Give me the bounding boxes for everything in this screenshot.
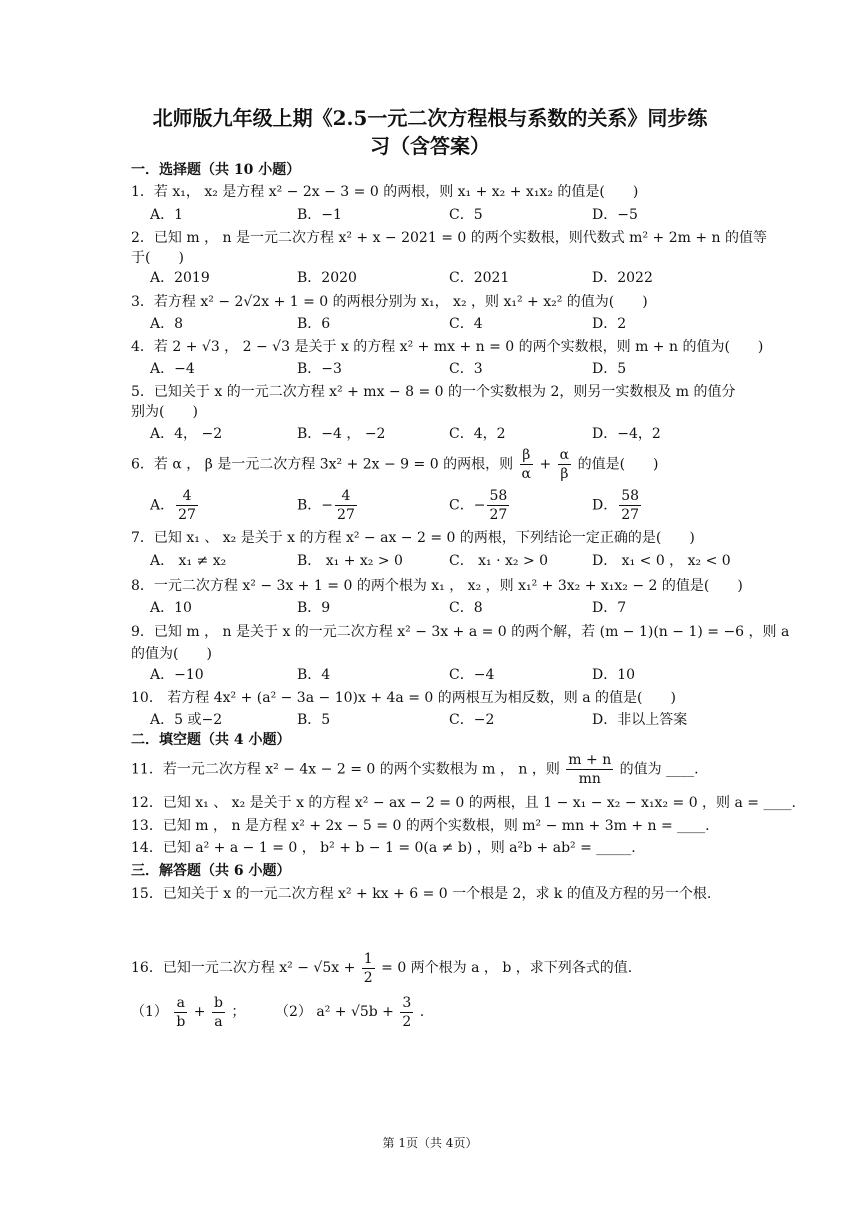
q6-a-den: 27	[178, 507, 196, 523]
q16-p2-label: （2） a² + √5b +	[275, 1004, 394, 1020]
question-13: 13．已知 m ， n 是方程 x² + 2x − 5 = 0 的两个实数根，则 m² − mn + 3m + n = ____.	[131, 818, 710, 834]
question-1: 1．若 x₁， x₂ 是方程 x² − 2x − 3 = 0 的两根，则 x₁ + x₂ + x₁x₂ 的值是( )	[131, 184, 639, 200]
q6-b-den: 27	[337, 507, 355, 523]
q16-p1-num1: a	[174, 994, 187, 1013]
q1-option-a: A．1	[150, 207, 184, 223]
q10-option-c: C．−2	[449, 712, 495, 728]
question-5: 5．已知关于 x 的一元二次方程 x² + mx − 8 = 0 的一个实数根为 2，则另一实数根及 m 的值分	[131, 384, 736, 400]
q6-d-fraction	[619, 487, 641, 524]
q16-p1-plus: +	[193, 1004, 206, 1020]
q6-text-post: 的值是( )	[577, 456, 659, 473]
q16-part-2	[275, 993, 424, 1031]
q16-text-pre: 16．已知一元二次方程 x² − √5x +	[131, 960, 356, 976]
q11-text-post: 的值为 ____.	[619, 761, 699, 778]
q8-option-a: A．10	[150, 600, 192, 616]
q8-option-b: B．9	[297, 600, 331, 616]
question-9-cont: 的值为( )	[131, 646, 212, 662]
question-2: 2．已知 m ， n 是一元二次方程 x² + x − 2021 = 0 的两个实数根，则代数式 m² + 2m + n 的值等	[131, 230, 767, 246]
q16-den: 2	[363, 969, 373, 986]
q11-den: mn	[578, 771, 601, 787]
q3-option-a: A．8	[150, 316, 184, 332]
q2-option-d: D．2022	[592, 270, 653, 286]
q6-f2-num: α	[559, 447, 570, 463]
q16-p2-fraction	[400, 994, 413, 1031]
q4-option-c: C．3	[449, 361, 483, 377]
page-title	[120, 104, 740, 160]
q7-option-a: A． x₁ ≠ x₂	[150, 553, 227, 569]
question-11	[131, 751, 699, 788]
q6-f2-den: β	[560, 466, 569, 482]
q6-text-pre: 6．若 α ， β 是一元二次方程 3x² + 2x − 9 = 0 的两根，则	[131, 456, 514, 473]
q6-f1-num: β	[520, 446, 533, 465]
q1-option-c: C．5	[449, 207, 483, 223]
q6-option-c	[449, 487, 511, 524]
question-14: 14．已知 a² + a − 1 = 0 ， b² + b − 1 = 0(a ≠ b) ，则 a²b + ab² = _____.	[131, 840, 636, 856]
q10-option-a: A．5 或−2	[150, 712, 223, 728]
q2-option-b: B．2020	[297, 270, 357, 286]
q3-option-d: D．2	[592, 316, 627, 332]
q16-p1-den1: b	[176, 1013, 186, 1030]
question-12: 12．已知 x₁ 、 x₂ 是关于 x 的方程 x² − ax − 2 = 0 的两根，且 1 − x₁ − x₂ − x₁x₂ = 0 ，则 a = ____.	[131, 795, 796, 811]
q16-num: 1	[363, 950, 373, 967]
q6-b-num: 4	[335, 487, 357, 506]
q7-option-d: D． x₁ < 0 ， x₂ < 0	[592, 553, 731, 569]
q5-option-d: D．−4，2	[592, 426, 661, 442]
q10-option-b: B．5	[297, 712, 331, 728]
q2-option-a: A．2019	[150, 270, 210, 286]
q16-p1-fraction-b-a	[212, 994, 225, 1031]
q10-option-d: D．非以上答案	[592, 712, 688, 728]
question-6	[131, 446, 659, 483]
question-10: 10． 若方程 4x² + (a² − 3a − 10)x + 4a = 0 的两根互为相反数，则 a 的值是( )	[131, 690, 676, 706]
title-line-1: 北师版九年级上期《2.5一元二次方程根与系数的关系》同步练	[152, 106, 708, 130]
q16-p1-den2: a	[214, 1013, 223, 1030]
q9-option-d: D．10	[592, 667, 636, 683]
title-line-2: 习（含答案）	[370, 134, 490, 158]
q1-option-b: B．−1	[297, 207, 342, 223]
question-15: 15．已知关于 x 的一元二次方程 x² + kx + 6 = 0 一个根是 2，求 k 的值及方程的另一个根.	[131, 886, 712, 902]
q8-option-d: D．7	[592, 600, 627, 616]
q4-option-d: D．5	[592, 361, 627, 377]
q16-p2-den: 2	[402, 1013, 412, 1030]
q7-option-b: B． x₁ + x₂ > 0	[297, 553, 403, 569]
q2-option-c: C．2021	[449, 270, 510, 286]
q6-d-den: 27	[621, 507, 640, 523]
q6-b-fraction	[335, 487, 357, 524]
q16-p2-end: .	[419, 1004, 425, 1020]
q6-a-fraction	[176, 487, 198, 524]
question-7: 7．已知 x₁ 、 x₂ 是关于 x 的方程 x² − ax − 2 = 0 的两根，下列结论一定正确的是( )	[131, 530, 695, 546]
q9-option-c: C．−4	[449, 667, 495, 683]
q4-option-a: A．−4	[150, 361, 195, 377]
q16-part-1	[131, 993, 245, 1031]
q5-option-b: B．−4 ， −2	[297, 426, 386, 442]
q6-fraction-alpha-beta	[558, 446, 571, 483]
q6-c-label: C．−	[449, 497, 486, 514]
q16-text-post: = 0 两个根为 a ， b ，求下列各式的值.	[381, 960, 633, 976]
question-2-cont: 于( )	[131, 250, 184, 266]
page-footer: 第 1页（共 4页）	[382, 1136, 478, 1150]
q16-p2-num: 3	[402, 994, 412, 1011]
q6-option-b	[297, 487, 359, 524]
q16-p1-fraction-a-b	[174, 994, 187, 1031]
q16-p1-num2: b	[213, 994, 223, 1011]
question-4: 4．若 2 + √3 ， 2 − √3 是关于 x 的方程 x² + mx + n = 0 的两个实数根，则 m + n 的值为( )	[131, 339, 764, 355]
q8-option-c: C．8	[449, 600, 483, 616]
q6-c-fraction	[487, 487, 509, 524]
question-8: 8．一元二次方程 x² − 3x + 1 = 0 的两个根为 x₁ ， x₂ ，则 x₁² + 3x₂ + x₁x₂ − 2 的值是( )	[131, 578, 743, 594]
q16-p1-end: ；	[231, 1004, 246, 1020]
section-heading-fill: 二．填空题（共 4 小题）	[131, 732, 291, 748]
q5-option-c: C．4，2	[449, 426, 506, 442]
q6-d-label: D．	[592, 497, 618, 514]
q6-c-num: 58	[489, 488, 508, 504]
q4-option-b: B．−3	[297, 361, 342, 377]
section-heading-answer: 三．解答题（共 6 小题）	[131, 863, 291, 879]
question-16	[131, 949, 632, 987]
q6-plus: +	[539, 456, 552, 473]
q6-fraction-beta-alpha	[520, 446, 533, 483]
q6-a-label: A．	[150, 497, 175, 514]
q3-option-c: C．4	[449, 316, 483, 332]
q7-option-c: C． x₁ · x₂ > 0	[449, 553, 549, 569]
q11-num: m + n	[568, 752, 612, 768]
q6-option-d	[592, 487, 643, 524]
q6-c-den: 27	[489, 507, 508, 523]
q3-option-b: B．6	[297, 316, 331, 332]
question-3: 3．若方程 x² − 2√2x + 1 = 0 的两根分别为 x₁， x₂ ，则 x₁² + x₂² 的值为( )	[131, 294, 648, 310]
q6-a-num: 4	[176, 487, 198, 506]
q1-option-d: D．−5	[592, 207, 638, 223]
q5-option-a: A．4， −2	[150, 426, 223, 442]
q6-option-a	[150, 487, 200, 524]
q16-fraction	[362, 950, 375, 987]
section-heading-choice: 一．选择题（共 10 小题）	[131, 162, 301, 178]
q9-option-a: A．−10	[150, 667, 204, 683]
q6-d-num: 58	[621, 488, 640, 504]
q11-fraction	[566, 751, 613, 788]
question-9: 9．已知 m ， n 是关于 x 的一元二次方程 x² − 3x + a = 0 的两个解，若 (m − 1)(n − 1) = −6 ，则 a	[131, 624, 790, 640]
q6-b-label: B．−	[297, 497, 334, 514]
q11-text-pre: 11．若一元二次方程 x² − 4x − 2 = 0 的两个实数根为 m ， n ，则	[131, 761, 560, 778]
question-5-cont: 别为( )	[131, 404, 198, 420]
q6-f1-den: α	[521, 466, 532, 482]
q16-p1-label: （1）	[131, 1004, 168, 1020]
q9-option-b: B．4	[297, 667, 331, 683]
